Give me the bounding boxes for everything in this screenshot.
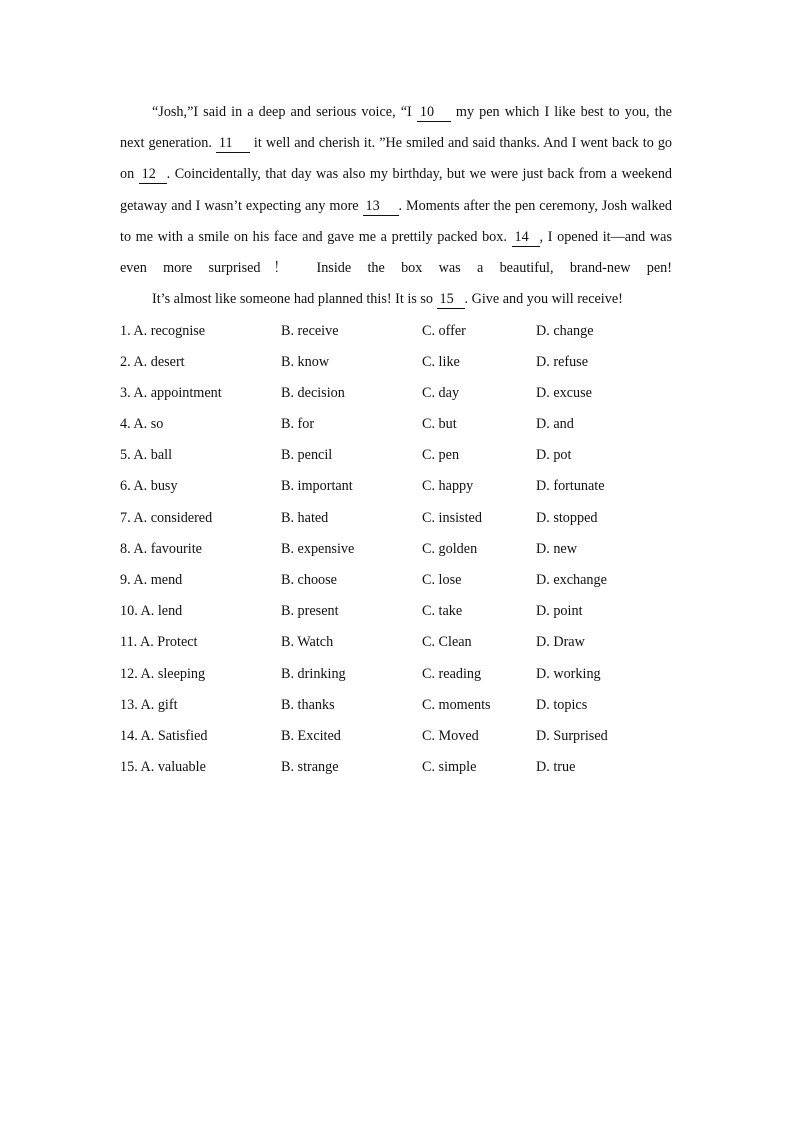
option-b: B. Excited (281, 727, 341, 744)
option-d: D. working (536, 665, 601, 682)
passage-paragraph-1 (120, 97, 672, 284)
option-a: 9. A. mend (120, 572, 183, 589)
option-b: B. expensive (281, 540, 355, 557)
option-c: C. insisted (422, 509, 482, 526)
options-list (120, 315, 672, 783)
option-a: 5. A. ball (120, 447, 173, 464)
question-options (120, 596, 672, 627)
option-a: 8. A. favourite (120, 540, 202, 557)
option-c: C. moments (422, 696, 491, 713)
option-b: B. hated (281, 509, 329, 526)
option-b: B. know (281, 353, 330, 370)
passage-text: “Josh,”I said in a deep and serious voice, “I (152, 104, 417, 120)
option-d: D. pot (536, 447, 572, 464)
option-c: C. golden (422, 540, 478, 557)
question-options (120, 565, 672, 596)
option-d: D. change (536, 322, 594, 339)
option-a: 14. A. Satisfied (120, 727, 208, 744)
option-d: D. exchange (536, 572, 607, 589)
document-page (120, 97, 672, 783)
option-c: C. Clean (422, 634, 472, 651)
blank-15: 15 (437, 291, 465, 309)
passage-text: It’s almost like someone had planned this! It is so (152, 291, 437, 308)
question-options (120, 347, 672, 378)
question-options (120, 627, 672, 658)
question-options (120, 315, 672, 346)
option-a: 13. A. gift (120, 696, 178, 713)
question-options (120, 471, 672, 502)
option-a: 3. A. appointment (120, 384, 222, 401)
option-d: D. Draw (536, 634, 585, 651)
option-d: D. true (536, 759, 576, 776)
option-d: D. new (536, 540, 577, 557)
blank-14: 14 (512, 229, 540, 247)
option-d: D. and (536, 416, 574, 433)
option-c: C. like (422, 353, 460, 370)
option-b: B. present (281, 603, 339, 620)
option-b: B. choose (281, 572, 337, 589)
option-c: C. pen (422, 447, 460, 464)
option-b: B. for (281, 416, 315, 433)
option-b: B. Watch (281, 634, 334, 651)
passage-paragraph-2 (120, 284, 672, 315)
option-d: D. stopped (536, 509, 598, 526)
option-b: B. receive (281, 322, 339, 339)
question-options (120, 409, 672, 440)
question-options (120, 721, 672, 752)
option-d: D. point (536, 603, 583, 620)
passage-text: . Coincidentally, that day was also my birthday, but we were just back from a weekend getaway and I wasn’t expecting any more (120, 166, 673, 214)
option-b: B. strange (281, 759, 339, 776)
question-options (120, 440, 672, 471)
option-a: 7. A. considered (120, 509, 213, 526)
option-c: C. day (422, 384, 460, 401)
option-d: D. fortunate (536, 478, 605, 495)
passage-text: it well and cherish it. ”He smiled and said thanks. And I went back to go on (120, 135, 673, 183)
option-d: D. topics (536, 696, 588, 713)
option-b: B. thanks (281, 696, 335, 713)
question-options (120, 690, 672, 721)
option-a: 12. A. sleeping (120, 665, 206, 682)
question-options (120, 658, 672, 689)
passage-text: . Give and you will receive! (464, 291, 623, 308)
passage-text: my pen which I like best to you, the next generation. (120, 104, 672, 152)
question-options (120, 534, 672, 565)
option-c: C. Moved (422, 727, 479, 744)
option-d: D. excuse (536, 384, 592, 401)
option-a: 2. A. desert (120, 353, 185, 370)
option-b: B. decision (281, 384, 345, 401)
question-options (120, 503, 672, 534)
passage-text: . Moments after the pen ceremony, Josh walked to me with a smile on his face and gave me a prettily packed box. (120, 197, 672, 245)
option-c: C. simple (422, 759, 477, 776)
option-c: C. reading (422, 665, 482, 682)
option-b: B. pencil (281, 447, 333, 464)
option-a: 6. A. busy (120, 478, 178, 495)
option-d: D. Surprised (536, 727, 608, 744)
option-c: C. but (422, 416, 457, 433)
blank-11: 11 (216, 135, 250, 153)
option-c: C. offer (422, 322, 466, 339)
option-a: 4. A. so (120, 416, 164, 433)
passage-text: , I opened it—and was even more surprised！ Inside the box was a beautiful, brand-new pen! (120, 228, 672, 277)
option-b: B. drinking (281, 665, 346, 682)
option-a: 1. A. recognise (120, 322, 206, 339)
question-options (120, 752, 672, 783)
blank-10: 10 (417, 104, 451, 122)
option-c: C. take (422, 603, 463, 620)
question-options (120, 378, 672, 409)
option-a: 10. A. lend (120, 603, 183, 620)
option-c: C. lose (422, 572, 462, 589)
blank-12: 12 (139, 166, 167, 184)
option-d: D. refuse (536, 353, 588, 370)
option-a: 11. A. Protect (120, 634, 198, 651)
blank-13: 13 (363, 198, 399, 216)
option-c: C. happy (422, 478, 474, 495)
option-b: B. important (281, 478, 353, 495)
option-a: 15. A. valuable (120, 759, 206, 776)
